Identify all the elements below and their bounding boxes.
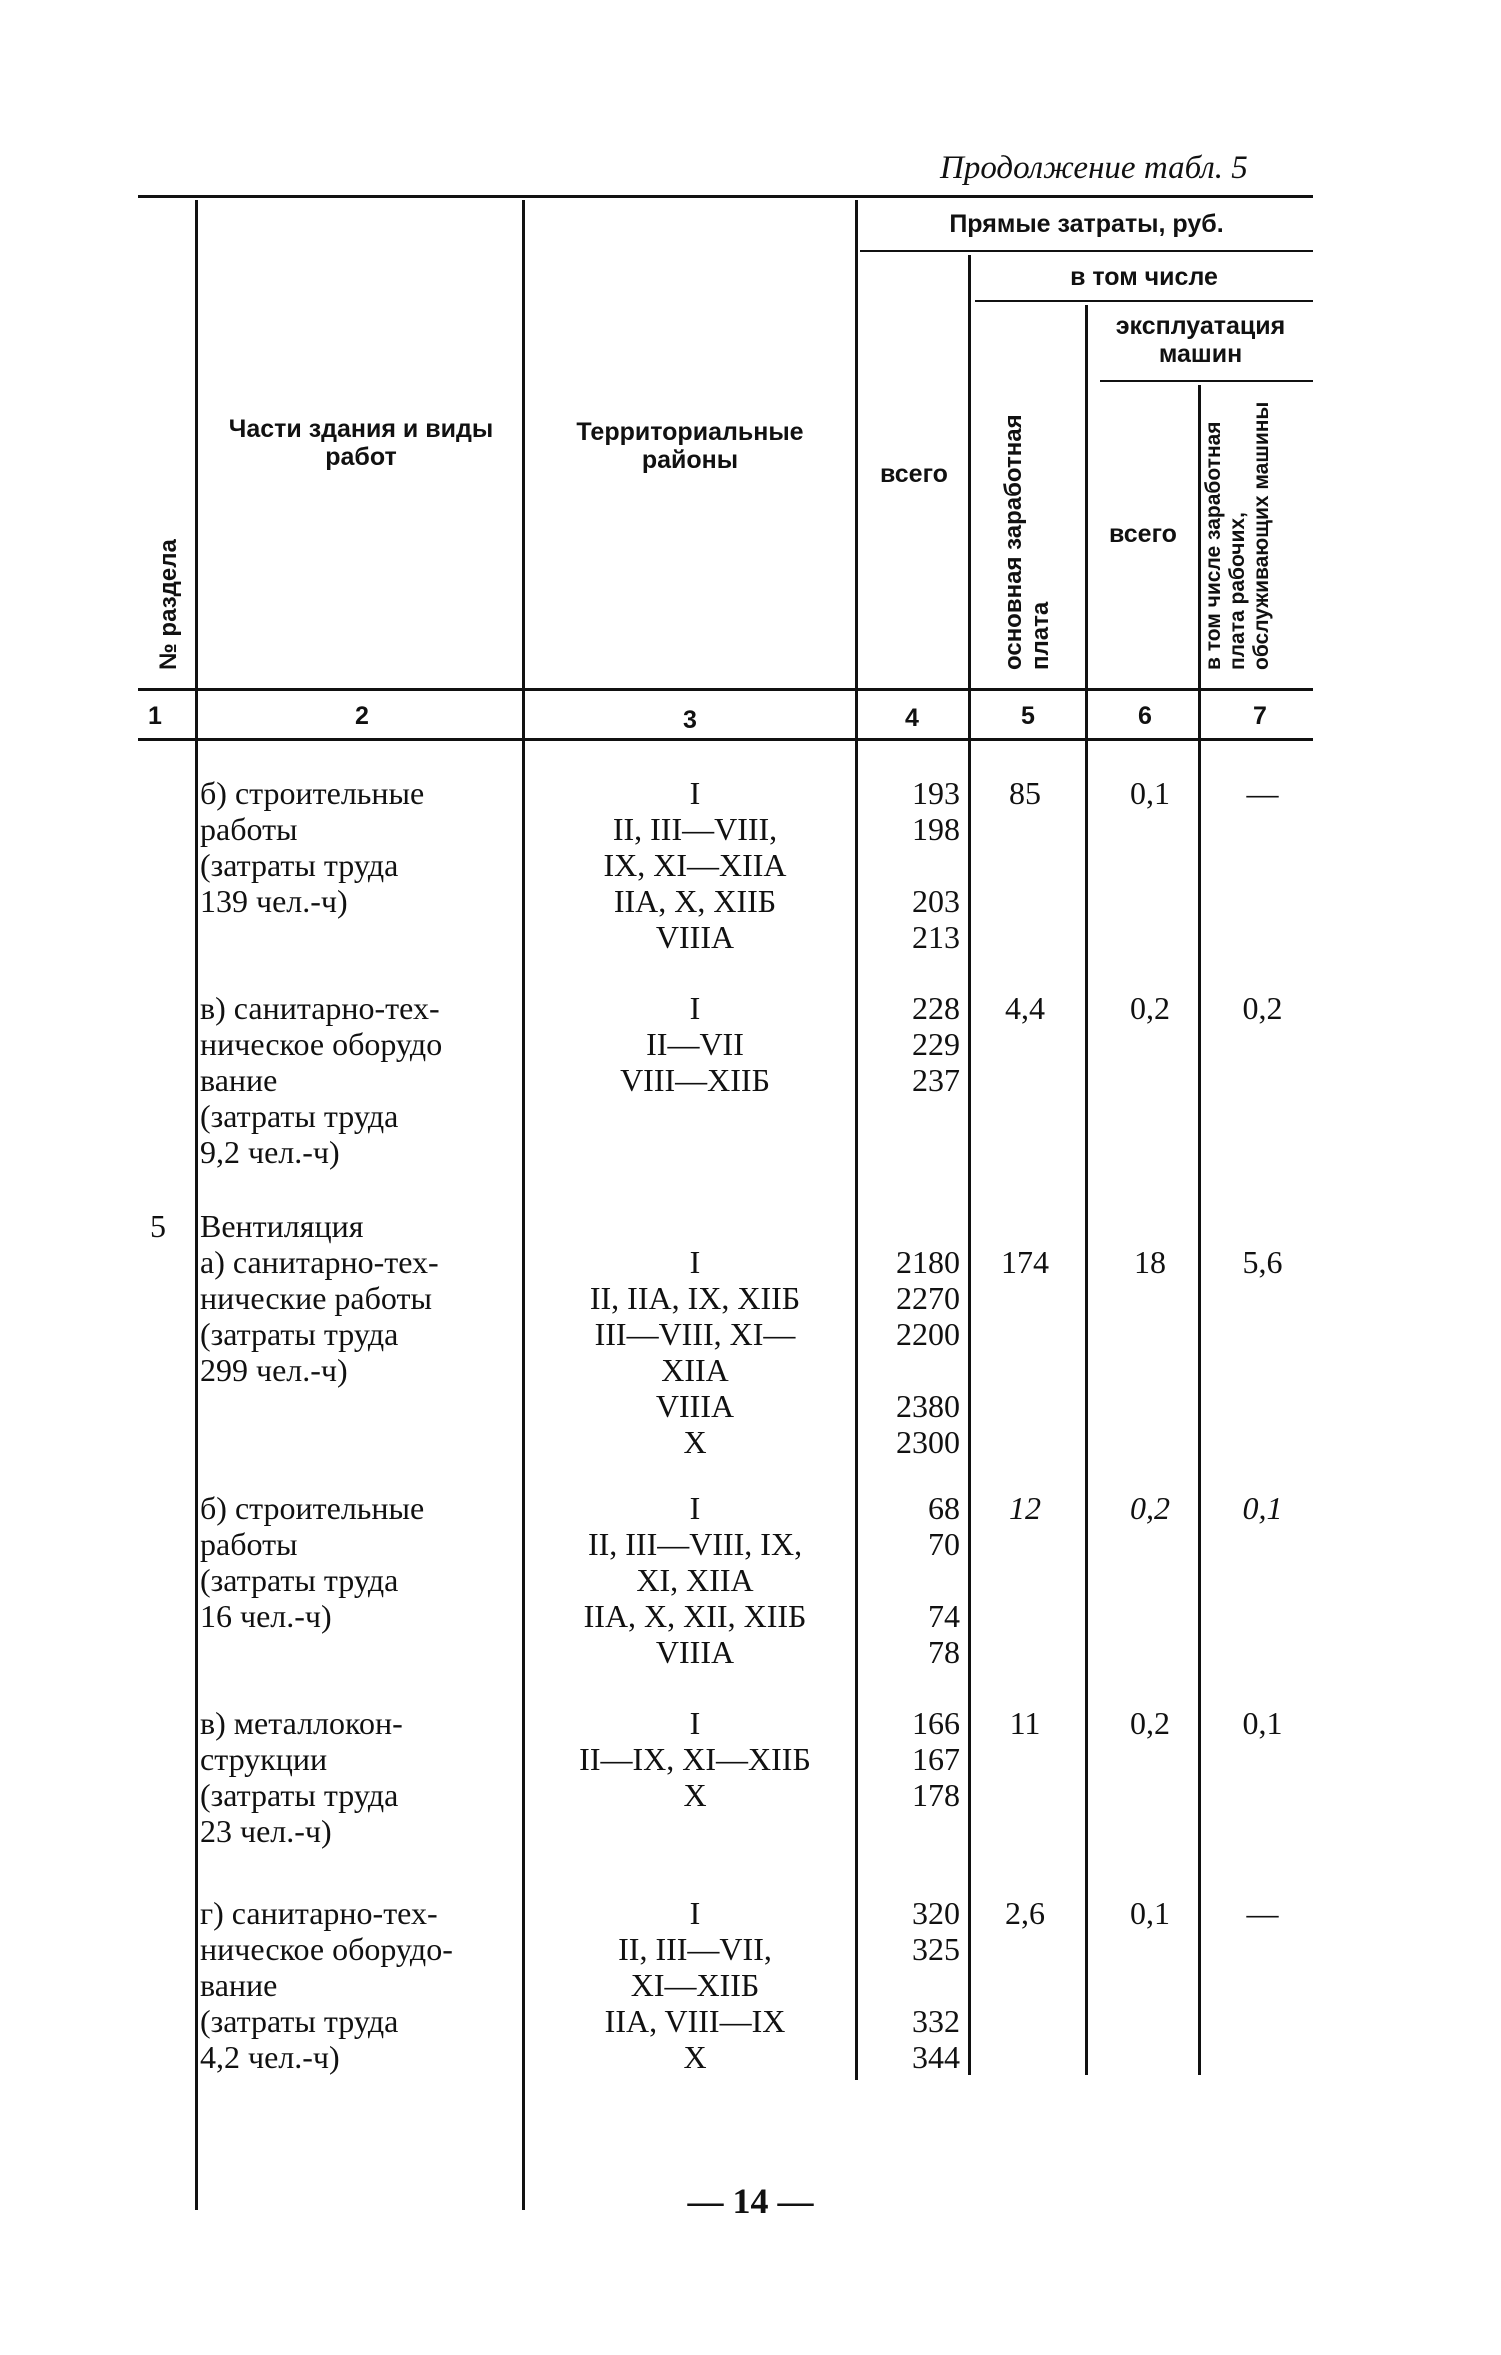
block-3-machine-total: 18 [1134,1244,1166,1280]
col-number-3: 3 [683,706,697,734]
block-4-work: б) строительные работы (затраты труда 16 чел.-ч) [200,1490,425,1634]
block-3-work: Вентиляция а) санитарно-тех- нические работы (затраты труда 299 чел.-ч) [200,1208,439,1388]
block-5-machine-total: 0,2 [1130,1705,1170,1741]
block-6-wage: 2,6 [1005,1895,1045,1931]
block-4-totals: 68 70 74 78 [928,1490,960,1670]
col-rule-6 [1198,385,1201,2075]
incl-rule [975,300,1313,302]
block-6-regions: I II, III—VII, XI—XIIБ IIA, VIII—IX X [604,1895,786,2075]
block-3-wage: 174 [1001,1244,1049,1280]
col-number-6: 6 [1138,702,1152,730]
block-5-work: в) металлокон- струкции (затраты труда 23 чел.-ч) [200,1705,403,1849]
block-3-machine-wage: 5,6 [1242,1244,1283,1280]
block-1-wage: 85 [1009,775,1041,811]
header-machine-total: всего [1109,520,1177,548]
block-1-regions: I II, III—VIII, IX, XI—XIIA IIA, X, XIIБ VIIIA [603,775,787,955]
header-machine-operation: эксплуатация машин [1115,312,1286,368]
col-number-2: 2 [355,702,369,730]
header-total: всего [880,460,948,488]
col-rule-5 [1085,305,1088,2075]
block-3-regions: I II, IIA, IX, XIIБ III—VIII, XI— XIIA VIIIA X [589,1244,801,1460]
block-2-work: в) санитарно-тех- ническое оборудо вание (затраты труда 9,2 чел.-ч) [200,990,443,1170]
block-5-machine-wage: 0,1 [1242,1705,1283,1741]
block-2-regions: I II—VII VIII—XIIБ [620,990,770,1098]
table-caption: Продолжение табл. 5 [940,150,1248,186]
header-base-wage: основная заработная плата [1000,414,1054,670]
block-3-totals: 2180 2270 2200 2380 2300 [896,1244,960,1460]
header-work-parts: Части здания и виды работ [228,415,494,471]
direct-costs-rule [860,250,1313,252]
block-6-work: г) санитарно-тех- ническое оборудо- вание (затраты труда 4,2 чел.-ч) [200,1895,453,2075]
block-3-section-number: 5 [150,1208,166,1244]
block-4-machine-total: 0,2 [1130,1490,1170,1526]
col-number-5: 5 [1021,702,1035,730]
block-1-machine-wage: — [1246,775,1279,811]
header-section-number: № раздела [155,539,182,670]
block-5-totals: 166 167 178 [912,1705,960,1813]
col-number-4: 4 [905,704,919,732]
header-including: в том числе [1070,263,1218,291]
header-regions: Территориальные районы [576,418,804,474]
header-machine-wage: в том числе заработная плата рабочих, обслуживающих машины [1202,401,1273,670]
col-rule-2 [522,200,525,2210]
block-4-regions: I II, III—VIII, IX, XI, XIIA IIA, X, XII, XIIБ VIIIA [583,1490,807,1670]
block-4-machine-wage: 0,1 [1242,1490,1283,1526]
col-number-1: 1 [148,702,162,730]
block-5-wage: 11 [1009,1705,1041,1741]
header-top-rule [138,195,1313,198]
col-number-7: 7 [1253,702,1267,730]
header-mid-rule [138,688,1313,691]
block-6-totals: 320 325 332 344 [912,1895,960,2075]
block-2-machine-total: 0,2 [1130,990,1170,1026]
block-6-machine-wage: — [1246,1895,1279,1931]
block-1-totals: 193 198 203 213 [912,775,960,955]
header-direct-costs: Прямые затраты, руб. [949,210,1224,238]
header-bottom-rule [138,738,1313,741]
col-rule-4 [968,255,971,2075]
block-2-machine-wage: 0,2 [1242,990,1283,1026]
block-2-totals: 228 229 237 [912,990,960,1098]
block-2-wage: 4,4 [1005,990,1045,1026]
block-6-machine-total: 0,1 [1130,1895,1170,1931]
block-5-regions: I II—IX, XI—XIIБ X [579,1705,811,1813]
block-1-machine-total: 0,1 [1130,775,1170,811]
block-1-work: б) строительные работы (затраты труда 139 чел.-ч) [200,775,425,919]
col-rule-1 [195,200,198,2210]
page-number: — 14 — [687,2181,814,2221]
block-4-wage: 12 [1009,1490,1041,1526]
